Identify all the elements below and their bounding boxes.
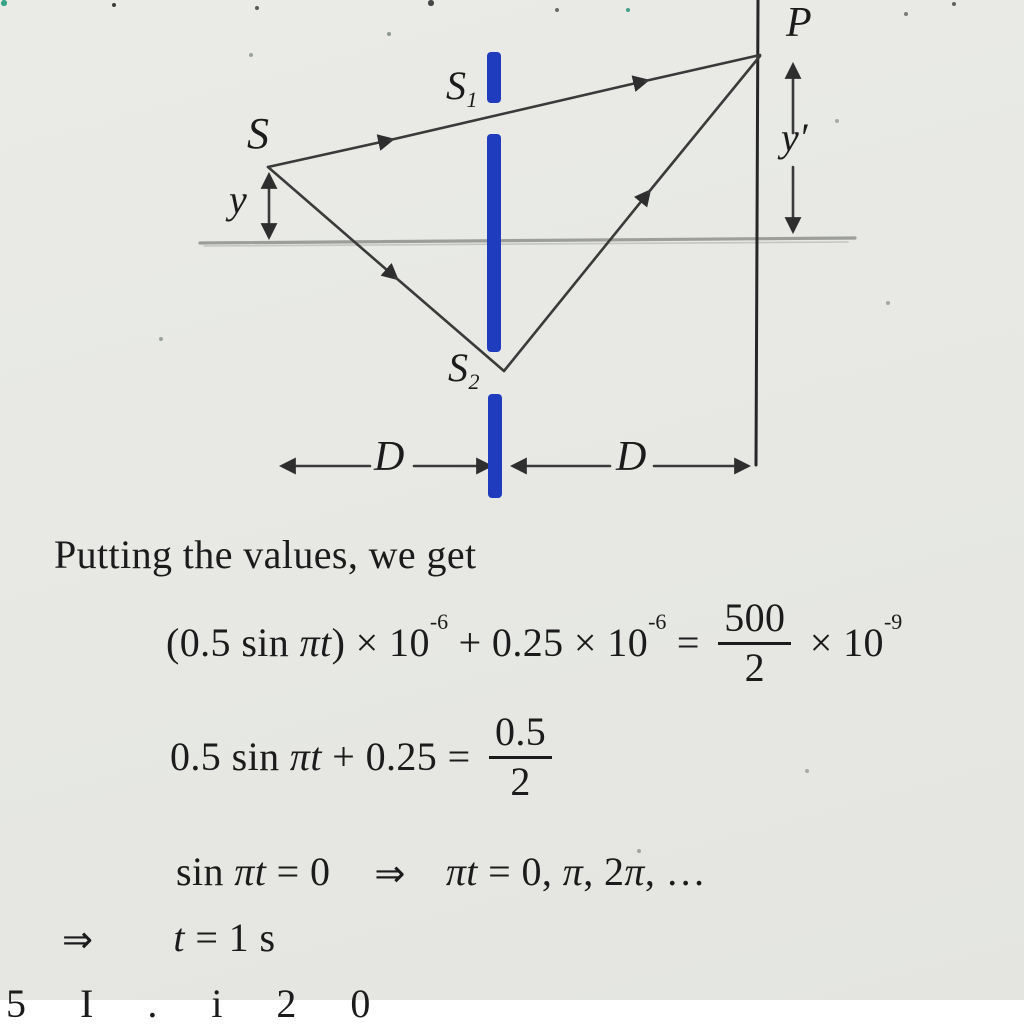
eq2-head: 0.5 sin (170, 733, 290, 779)
eq3-implies-icon: ⇒ (374, 851, 406, 895)
slit-barrier (487, 52, 502, 498)
equation-1 (166, 595, 903, 690)
screen-line (756, 0, 758, 465)
eq1-plus-term: + 0.25 × 10 (448, 619, 649, 665)
eq2-fraction-denominator: 2 (510, 758, 531, 804)
equation-2 (170, 709, 560, 804)
label-slit-s2-subscript: 2 (468, 369, 480, 395)
slit-barrier-middle-segment (487, 134, 501, 352)
eq2-fraction-numerator: 0.5 (494, 709, 547, 754)
label-slit-s2 (448, 345, 480, 395)
slit-barrier-top-segment (487, 52, 501, 103)
eq1-exponent-2: -6 (648, 609, 667, 635)
cropped-bottom-text-line (6, 981, 566, 1026)
label-y-prime-offset: y′ (781, 115, 808, 160)
eq4-implies-icon: ⇒ (62, 917, 94, 961)
equation-4 (62, 916, 275, 961)
solution-intro-text: Putting the values, we get (54, 532, 477, 577)
eq1-exponent-1: -6 (429, 609, 449, 635)
equation-2-left-side (170, 735, 481, 780)
equation-1-right-tail (799, 609, 903, 666)
label-slit-s1-subscript: 1 (466, 87, 478, 113)
eq4-result (173, 916, 275, 961)
ray-s-to-s2 (268, 167, 395, 277)
eq3-comma-two: , 2 (583, 849, 625, 894)
eq1-exponent-3: -9 (883, 609, 903, 635)
label-slit-s1-base: S (446, 63, 466, 108)
eq3-ellipsis: , … (644, 849, 707, 894)
eq2-fraction (489, 709, 552, 804)
label-slit-s2-base: S (448, 345, 468, 390)
eq3-pi-t-2: πt (445, 849, 478, 894)
eq1-times-ten-2: × 10 (799, 619, 884, 665)
eq1-pi-t: πt (299, 619, 332, 665)
eq2-equals: + 0.25 = (321, 733, 481, 779)
eq1-fraction-numerator: 500 (724, 595, 786, 640)
eq4-value: = 1 s (184, 915, 276, 960)
label-distance-d-left: D (374, 434, 405, 480)
eq1-open: (0.5 sin (166, 619, 300, 665)
eq3-pi-2: π (624, 849, 645, 894)
eq4-t-variable: t (173, 915, 185, 960)
eq3-pi-t: πt (234, 849, 267, 894)
eq2-pi-t: πt (289, 733, 322, 779)
label-slit-s1 (446, 63, 478, 113)
label-source-s: S (247, 109, 269, 158)
label-y-offset: y (229, 177, 247, 222)
eq3-pi-1: π (562, 849, 584, 894)
eq3-result (446, 850, 706, 895)
eq1-times-ten: ) × 10 (331, 619, 430, 665)
eq3-zero-comma: = 0, (477, 849, 563, 894)
eq1-fraction-denominator: 2 (744, 644, 765, 690)
eq1-fraction (718, 595, 791, 690)
ray-s2-up (504, 193, 648, 371)
eq3-condition (176, 850, 330, 895)
equation-1-left-side (166, 609, 711, 666)
slit-barrier-bottom-segment (488, 394, 502, 498)
ray-s1-mid (390, 81, 645, 140)
ray-s-to-s1 (268, 140, 390, 167)
equation-3 (176, 850, 706, 895)
eq3-sin: sin (176, 849, 235, 894)
label-point-p: P (786, 0, 812, 46)
cropped-bottom-text-fragment: 5 I . i 2 0 (6, 981, 373, 1026)
eq3-equals-zero: = 0 (266, 849, 331, 894)
label-distance-d-right: D (616, 434, 647, 480)
eq1-equals: = (666, 619, 711, 665)
